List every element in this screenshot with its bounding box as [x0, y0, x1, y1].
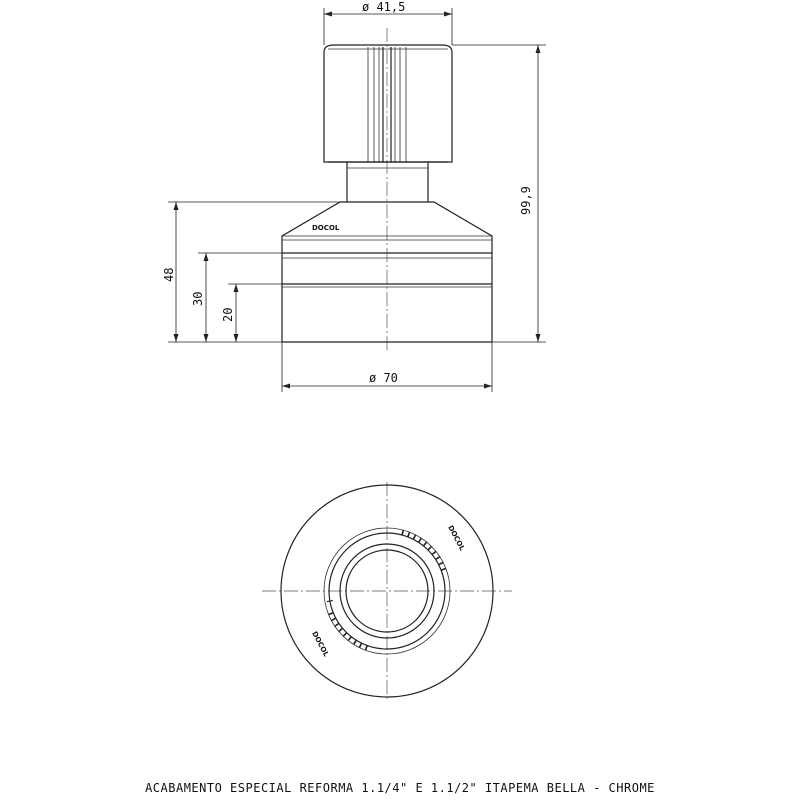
- knurl-tooth: [329, 613, 334, 615]
- knurl-tooth: [436, 557, 440, 560]
- dim-mid-height: [191, 253, 282, 342]
- top-brand-mark-1: DOCOL: [446, 524, 467, 553]
- dim-base-height-label: 48: [162, 267, 176, 282]
- knurl-tooth: [439, 562, 443, 564]
- knurl-tooth: [428, 546, 432, 550]
- dim-low-height-label: 20: [221, 307, 235, 322]
- knurl-tooth: [419, 538, 422, 542]
- dim-base-height: [162, 202, 340, 342]
- drawing-caption: ACABAMENTO ESPECIAL REFORMA 1.1/4" E 1.1/2" ITAPEMA BELLA - CHROME: [145, 781, 655, 795]
- dim-handle-diameter-label: ø 41,5: [362, 0, 406, 14]
- dim-low-height: [221, 284, 282, 342]
- knurl-tooth: [441, 568, 446, 570]
- knurl-tooth: [348, 637, 351, 641]
- knurl-tooth: [335, 623, 339, 626]
- top-brand-mark-2: DOCOL: [310, 630, 331, 659]
- side-brand-mark: DOCOL: [312, 224, 340, 232]
- handle: [324, 45, 452, 162]
- knurl-tooth: [365, 646, 367, 651]
- knurl-tooth: [432, 551, 436, 554]
- knurl-tooth: [359, 643, 361, 647]
- dim-handle-diameter: [324, 0, 452, 45]
- knurl-tooth: [424, 542, 427, 546]
- side-view: [162, 0, 546, 392]
- knurl-notches: [327, 601, 333, 602]
- knurl-tooth: [339, 628, 343, 631]
- dim-total-height: [452, 45, 546, 342]
- knurl-tooth: [413, 535, 415, 539]
- dim-total-height-label: 99,9: [519, 186, 533, 215]
- knurl-tooth: [343, 633, 346, 637]
- dim-mid-height-label: 30: [191, 291, 205, 306]
- dim-base-diameter-label: ø 70: [369, 371, 398, 385]
- knurl-tooth: [402, 530, 403, 535]
- neck: [328, 162, 448, 202]
- top-view: [262, 482, 512, 700]
- knurl-tooth: [408, 532, 410, 537]
- knurl-tooth: [354, 640, 357, 644]
- knurl-tooth: [331, 618, 335, 620]
